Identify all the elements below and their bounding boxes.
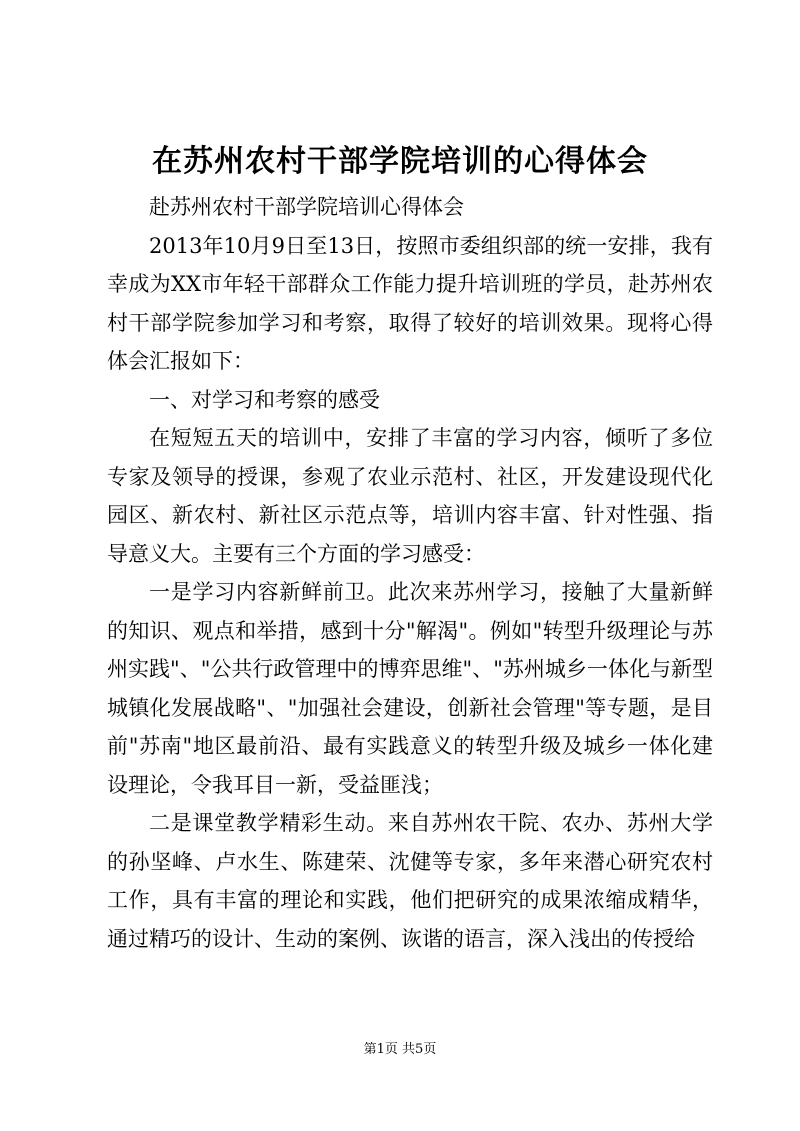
document-body <box>107 188 713 958</box>
document-title: 在苏州农村干部学院培训的心得体会 <box>152 144 648 179</box>
paragraph-section-heading: 一、对学习和考察的感受 <box>149 387 380 412</box>
paragraph-intro: 2013年10月9日至13日，按照市委组织部的统一安排，我有幸成为XX市年轻干部群众工作能力提升培训班的学员，赴苏州农村干部学院参加学习和考察，取得了较好的培训效果。现将心得体会汇报如下： <box>107 233 713 373</box>
paragraph-overview: 在短短五天的培训中，安排了丰富的学习内容，倾听了多位专家及领导的授课，参观了农业示范村、社区，开发建设现代化园区、新农村、新社区示范点等，培训内容丰富、针对性强、指导意义大。主要有三个方面的学习感受： <box>107 426 713 566</box>
paragraph-subtitle: 赴苏州农村干部学院培训心得体会 <box>149 195 464 219</box>
paragraph-point-one: 一是学习内容新鲜前卫。此次来苏州学习，接触了大量新鲜的知识、观点和举措，感到十分"解渴"。例如"转型升级理论与苏州实践"、"公共行政管理中的博弈思维"、"苏州城乡一体化与新型城镇化发展战略"、"加强社会建设，创新社会管理"等专题，是目前"苏南"地区最前沿、最有实践意义的转型升级及城乡一体化建设理论，令我耳目一新，受益匪浅； <box>107 580 713 797</box>
page-number-footer: 第1页 共5页 <box>363 1042 437 1057</box>
paragraph-point-two: 二是课堂教学精彩生动。来自苏州农干院、农办、苏州大学的孙坚峰、卢水生、陈建荣、沈健等专家，多年来潜心研究农村工作，具有丰富的理论和实践，他们把研究的成果浓缩成精华，通过精巧的设计、生动的案例、诙谐的语言，深入浅出的传授给 <box>107 811 713 951</box>
